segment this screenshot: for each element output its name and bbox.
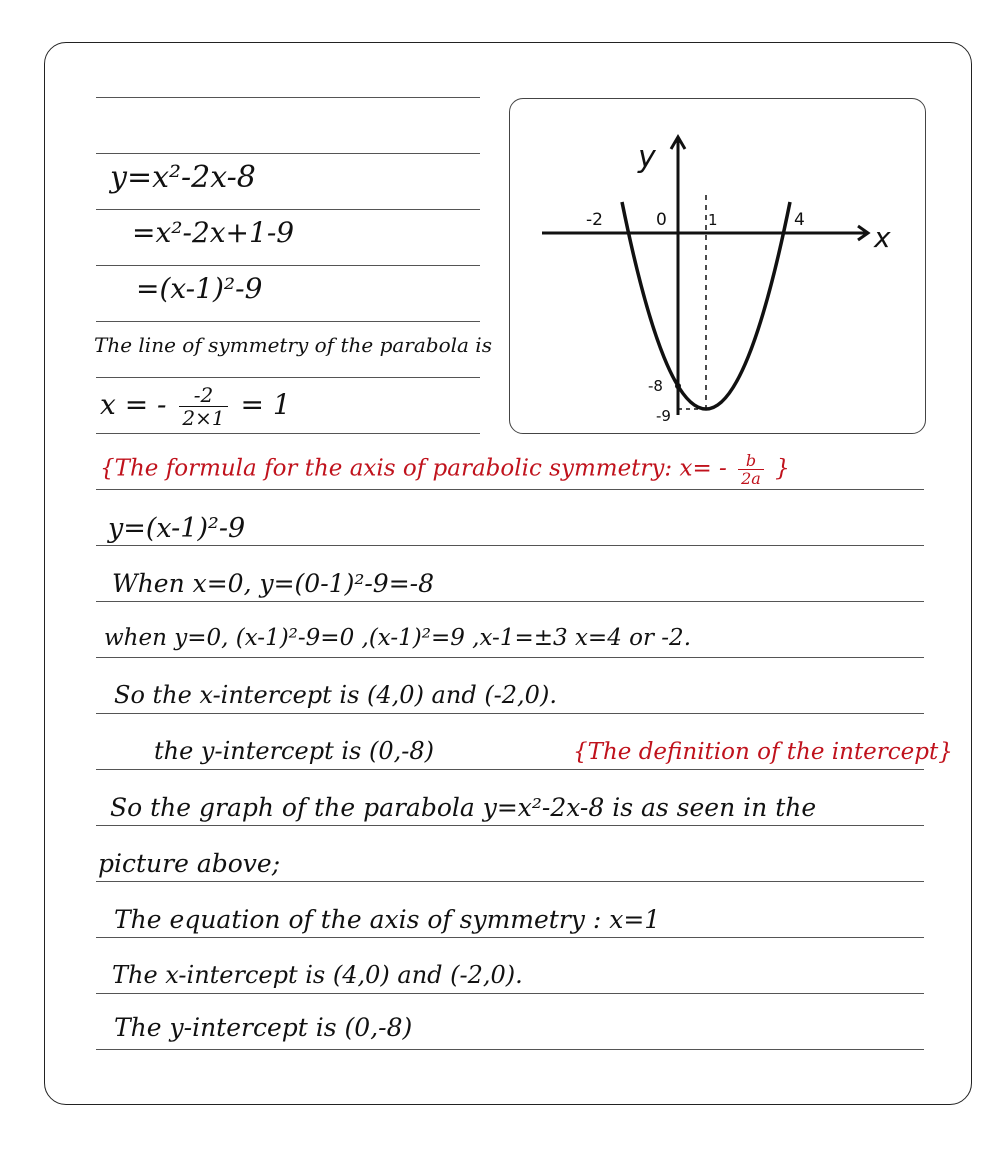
tick-label-neg9: -9 — [656, 407, 671, 425]
rule — [96, 657, 924, 658]
formula-prefix: x = - — [100, 388, 167, 421]
fraction — [179, 384, 227, 429]
rule — [96, 153, 480, 154]
rule — [96, 321, 480, 322]
rule — [96, 97, 480, 98]
rule — [96, 769, 924, 770]
y-intercept-result: the y-intercept is (0,-8) — [154, 737, 434, 765]
symmetry-statement: The line of symmetry of the parabola is — [94, 333, 492, 357]
axis-of-symmetry-answer: The equation of the axis of symmetry : x=1 — [114, 905, 661, 934]
rule — [96, 209, 480, 210]
formula-suffix: = 1 — [240, 388, 291, 421]
y-intercept-point — [675, 383, 681, 389]
equation-line: y=x²-2x-8 — [110, 160, 256, 195]
x-intercept-answer: The x-intercept is (4,0) and (-2,0). — [112, 961, 523, 989]
equation-line: =x²-2x+1-9 — [132, 216, 295, 249]
tick-label-neg2: -2 — [586, 210, 603, 230]
note-close: } — [775, 455, 790, 482]
x-intercept-result: So the x-intercept is (4,0) and (-2,0). — [114, 681, 557, 709]
rule — [96, 601, 924, 602]
symmetry-formula — [100, 384, 291, 429]
y-intercept-calc: When x=0, y=(0-1)²-9=-8 — [112, 569, 434, 598]
symmetry-formula-note — [100, 452, 790, 487]
rule — [96, 713, 924, 714]
intercept-definition-note: {The definition of the intercept} — [573, 739, 953, 765]
tick-label-neg8: -8 — [648, 377, 663, 395]
fraction-numerator: -2 — [179, 384, 227, 407]
parabola-graph — [509, 98, 926, 434]
fraction-numerator: b — [738, 452, 764, 470]
graph-reference-line: So the graph of the parabola y=x²-2x-8 is as seen in the — [110, 793, 817, 822]
rule — [96, 1049, 924, 1050]
y-intercept-answer: The y-intercept is (0,-8) — [114, 1013, 413, 1042]
rule — [96, 993, 924, 994]
vertex-form-line: y=(x-1)²-9 — [108, 513, 246, 544]
rule — [96, 937, 924, 938]
equation-line: =(x-1)²-9 — [136, 272, 263, 305]
tick-label-1: 1 — [708, 211, 718, 229]
rule — [96, 433, 480, 434]
fraction-denominator: 2a — [741, 469, 761, 488]
fraction-denominator: 2×1 — [182, 406, 225, 430]
rule — [96, 489, 924, 490]
rule — [96, 881, 924, 882]
note-text: {The formula for the axis of parabolic symmetry: x= - — [100, 455, 727, 482]
graph-svg — [510, 99, 927, 435]
rule — [96, 545, 924, 546]
x-intercept-calc: when y=0, (x-1)²-9=0 ,(x-1)²=9 ,x-1=±3 x=4 or -2. — [104, 625, 692, 651]
tick-label-4: 4 — [794, 210, 805, 230]
fraction — [738, 452, 764, 487]
graph-reference-line-2: picture above; — [98, 849, 281, 878]
rule — [96, 265, 480, 266]
rule — [96, 377, 480, 378]
y-axis-label: y — [638, 140, 656, 175]
x-axis-label: x — [874, 221, 891, 254]
rule — [96, 825, 924, 826]
origin-label: 0 — [656, 210, 667, 230]
